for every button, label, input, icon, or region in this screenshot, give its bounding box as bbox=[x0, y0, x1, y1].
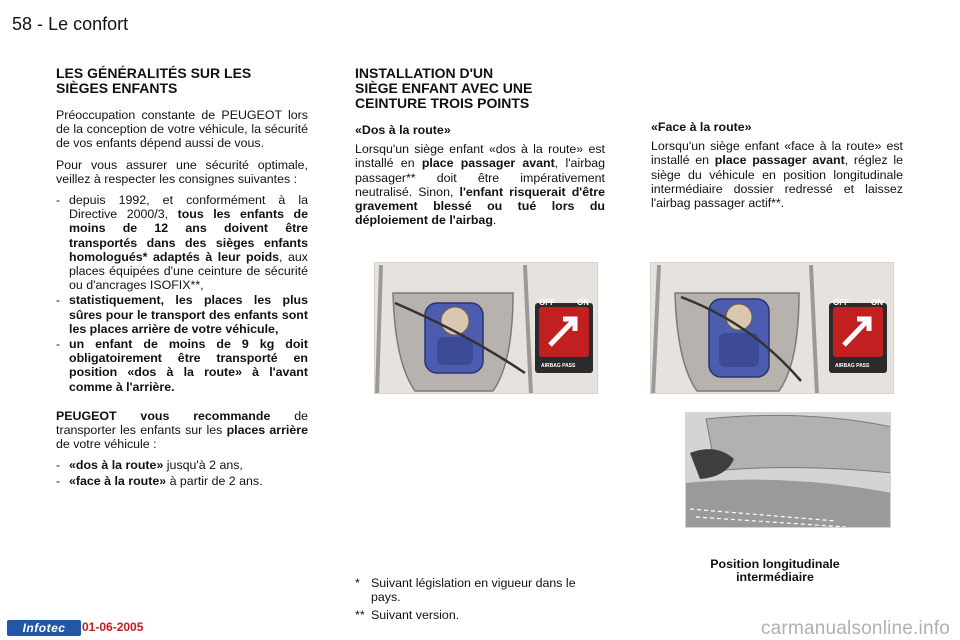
heading-line: CEINTURE TROIS POINTS bbox=[355, 95, 530, 111]
rear-facing-seat-illustration bbox=[375, 263, 598, 394]
body-text: Lorsqu'un siège enfant «dos à la route» est installé en bbox=[355, 142, 605, 171]
footnote bbox=[355, 608, 607, 622]
list-item bbox=[56, 337, 308, 394]
body-text: , l'airbag passager** doit être impérativement neutralisé. Sinon, bbox=[355, 156, 605, 199]
subheading-rear-facing: «Dos à la route» bbox=[355, 123, 451, 137]
forward-facing-seat-photo bbox=[650, 262, 894, 394]
page-number: 58 bbox=[12, 14, 33, 34]
paragraph-recommendation bbox=[56, 409, 308, 452]
footnote-text: Suivant législation en vigueur dans le pays. bbox=[371, 576, 576, 605]
list-text-bold: tous les enfants de moins de 12 ans doivent être transportés dans des sièges enfants homologués* adaptés à leur poids bbox=[69, 207, 308, 264]
seat-rail-photo bbox=[685, 412, 891, 528]
rec-bold: PEUGEOT vous recommande bbox=[56, 408, 271, 423]
dash-marker: - bbox=[56, 337, 61, 352]
section-title: Le confort bbox=[48, 14, 129, 34]
list-item bbox=[56, 458, 308, 472]
section-heading-generalities bbox=[56, 66, 308, 96]
list-text-bold: «dos à la route» bbox=[69, 458, 164, 473]
paragraph-rear-facing bbox=[355, 142, 605, 227]
switch-off-label: OFF bbox=[539, 298, 555, 307]
list-text: depuis 1992, et conformément à la Directive 2000/3, bbox=[69, 193, 308, 222]
site-watermark: carmanualsonline.info bbox=[760, 618, 950, 639]
list-text: jusqu'à 2 ans, bbox=[166, 458, 243, 473]
list-text: à partir de 2 ans. bbox=[169, 473, 263, 488]
rules-list bbox=[56, 193, 308, 394]
seat-rail-illustration bbox=[686, 413, 891, 528]
edition-date: 01-06-2005 bbox=[82, 620, 144, 634]
dash-marker: - bbox=[56, 193, 61, 208]
rec-bold: places arrière bbox=[226, 423, 308, 438]
forward-facing-seat-illustration bbox=[651, 263, 894, 394]
column-installation bbox=[355, 66, 605, 234]
heading-line: INSTALLATION D'UN bbox=[355, 65, 494, 81]
subheading-forward-facing: «Face à la route» bbox=[651, 120, 752, 134]
switch-off-label: OFF bbox=[833, 298, 849, 307]
infotec-logo: Infotec bbox=[7, 620, 81, 636]
list-item bbox=[56, 193, 308, 292]
paragraph-intro: Préoccupation constante de PEUGEOT lors de la conception de votre véhicule, la sécurité de vos enfants dépend aussi de vous. bbox=[56, 108, 308, 151]
switch-on-label: ON bbox=[871, 298, 883, 307]
list-item bbox=[56, 293, 308, 336]
rec-text: de votre véhicule : bbox=[56, 437, 157, 452]
caption-line: intermédiaire bbox=[736, 570, 814, 584]
dash-marker: - bbox=[56, 458, 61, 473]
body-bold: place passager avant bbox=[421, 156, 555, 171]
age-list bbox=[56, 458, 308, 487]
figure-caption bbox=[655, 558, 895, 584]
body-text: , réglez le siège du véhicule en position longitudinale intermédiaire dossier redressé et laissez l'airbag passager actif**. bbox=[651, 153, 903, 211]
airbag-label: AIRBAG PASS bbox=[541, 363, 576, 369]
footnote bbox=[355, 576, 607, 604]
heading-line: LES GÉNÉRALITÉS SUR LES bbox=[56, 65, 252, 81]
list-text: , aux places équipées d'une ceinture de sécurité ou d'ancrages ISOFIX**, bbox=[69, 249, 308, 293]
rear-facing-seat-photo bbox=[374, 262, 598, 394]
dash-marker: - bbox=[56, 473, 61, 488]
page-header bbox=[12, 14, 128, 35]
paragraph-forward-facing bbox=[651, 139, 903, 210]
list-text-bold: un enfant de moins de 9 kg doit obligatoirement être transporté en position «dos à la route» à l'avant comme à l'arrière. bbox=[69, 337, 308, 394]
footnote-text: Suivant version. bbox=[371, 608, 460, 623]
rec-text: de transporter les enfants sur les bbox=[56, 408, 308, 438]
footnote-marker: ** bbox=[355, 608, 365, 623]
column-forward-facing bbox=[651, 120, 903, 217]
heading-line: SIÈGES ENFANTS bbox=[56, 80, 178, 96]
body-text: Lorsqu'un siège enfant «face à la route» est installé en bbox=[651, 139, 903, 168]
body-bold: l'enfant risquerait d'être gravement blessé ou tué lors du déploiement de l'airbag bbox=[355, 184, 605, 228]
body-text: . bbox=[492, 213, 497, 228]
body-bold: place passager avant bbox=[714, 153, 845, 168]
heading-line: SIÈGE ENFANT AVEC UNE bbox=[355, 80, 533, 96]
footnotes bbox=[355, 576, 607, 627]
list-text-bold: statistiquement, les places les plus sûres pour le transport des enfants sont les places arrière de votre véhicule, bbox=[69, 293, 308, 336]
caption-line: Position longitudinale bbox=[710, 557, 840, 571]
footnote-marker: * bbox=[355, 576, 360, 590]
list-text-bold: «face à la route» bbox=[69, 473, 167, 488]
header-separator: - bbox=[37, 14, 44, 34]
switch-on-label: ON bbox=[577, 298, 589, 307]
airbag-label: AIRBAG PASS bbox=[835, 363, 870, 369]
section-heading-installation bbox=[355, 66, 605, 111]
dash-marker: - bbox=[56, 293, 61, 308]
paragraph-advice: Pour vous assurer une sécurité optimale, veillez à respecter les consignes suivantes : bbox=[56, 157, 308, 186]
column-generalities bbox=[56, 66, 308, 489]
list-item bbox=[56, 474, 308, 488]
